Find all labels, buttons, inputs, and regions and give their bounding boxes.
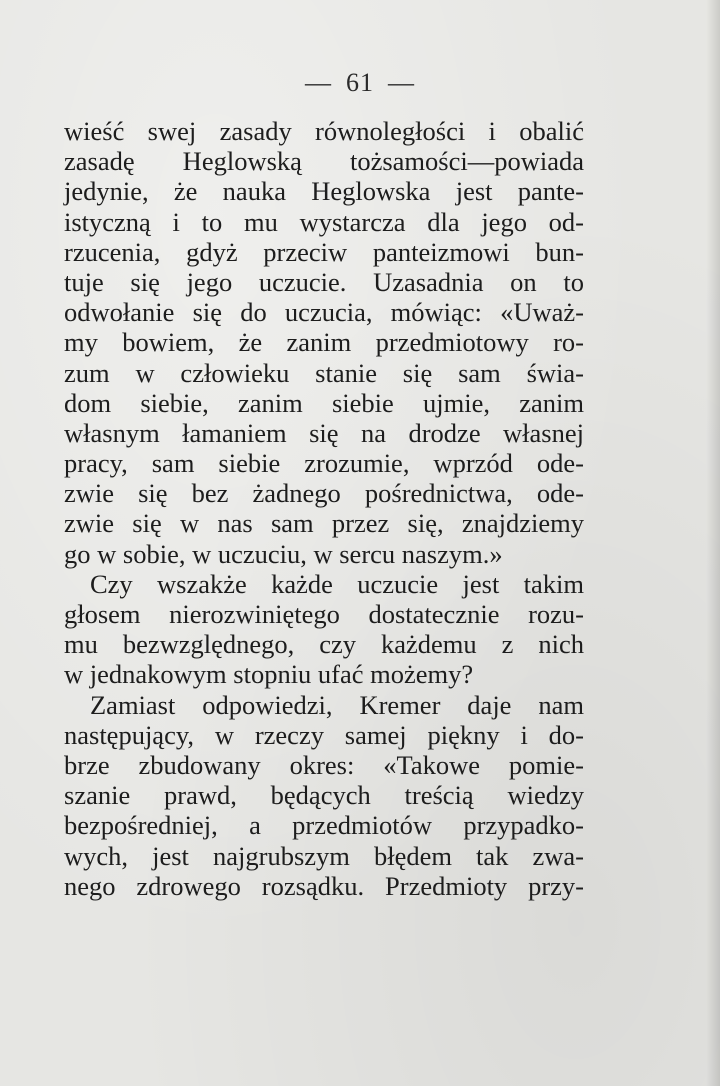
text-line: zum w człowieku stanie się sam świa- (64, 357, 584, 388)
text-line: odwołanie się do uczucia, mówiąc: «Uważ- (64, 297, 584, 328)
page-number: 61 (346, 68, 374, 97)
text-line: tuje się jego uczucie. Uzasadnia on to (64, 266, 584, 297)
text-line: następujący, w rzeczy samej piękny i do- (64, 719, 584, 750)
text-line: zwie się bez żadnego pośrednictwa, ode- (64, 478, 584, 509)
text-line: istyczną i to mu wystarcza dla jego od- (64, 206, 584, 237)
text-line: pracy, sam siebie zrozumie, wprzód ode- (64, 448, 584, 479)
text-line: rzucenia, gdyż przeciw panteizmowi bun- (64, 236, 584, 267)
text-line: dom siebie, zanim siebie ujmie, zanim (64, 387, 584, 418)
page-number-dash-right: — (388, 68, 415, 97)
text-line: brze zbudowany okres: «Takowe pomie- (64, 749, 584, 780)
text-line: my bowiem, że zanim przedmiotowy ro- (64, 327, 584, 358)
text-line: Zamiast odpowiedzi, Kremer daje nam (90, 689, 584, 720)
page-number-header (0, 68, 720, 98)
text-line: głosem nierozwiniętego dostatecznie rozu- (64, 599, 584, 629)
text-line: wych, jest najgrubszym błędem tak zwa- (64, 840, 584, 871)
page-edge-shadow (706, 0, 720, 1086)
text-line: mu bezwzględnego, czy każdemu z nich (64, 629, 584, 660)
body-text (64, 116, 584, 901)
text-line: w jednakowym stopniu ufać możemy? (64, 659, 474, 690)
text-line: go w sobie, w uczuciu, w sercu naszym.» (64, 538, 503, 569)
text-line: bezpośredniej, a przedmiotów przypadko- (64, 810, 584, 841)
text-line: szanie prawd, będących treścią wiedzy (64, 780, 584, 811)
text-line: zasadę Heglowską tożsamości—powiada (64, 146, 584, 177)
text-line: jedynie, że nauka Heglowska jest pante- (64, 176, 584, 207)
page-number-dash-left: — (305, 68, 332, 97)
text-line: wieść swej zasady równoległości i obalić (64, 116, 584, 146)
text-line: zwie się w nas sam przez się, znajdziemy (64, 508, 584, 539)
text-line: własnym łamaniem się na drodze własnej (64, 417, 584, 448)
text-line: Czy wszakże każde uczucie jest takim (90, 568, 584, 599)
text-line: nego zdrowego rozsądku. Przedmioty przy- (64, 870, 584, 901)
